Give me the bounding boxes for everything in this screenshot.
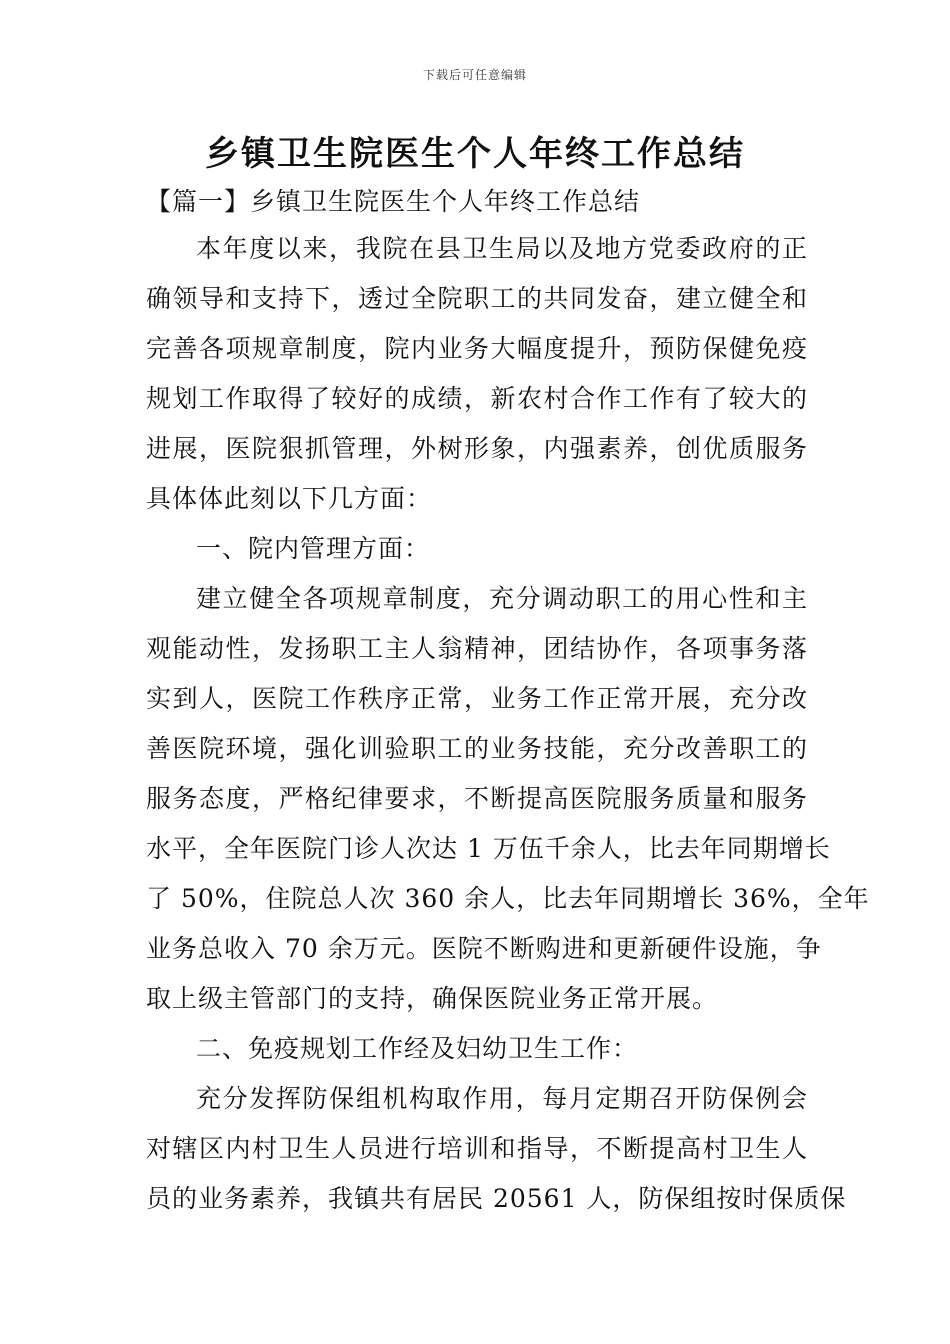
text-line: 取上级主管部门的支持，确保医院业务正常开展。: [146, 984, 719, 1013]
text-line: 规划工作取得了较好的成绩，新农村合作工作有了较大的: [146, 384, 808, 413]
text-line: 实到人，医院工作秩序正常，业务工作正常开展，充分改: [146, 684, 808, 713]
text-line: 完善各项规章制度，院内业务大幅度提升，预防保健免疫: [146, 334, 808, 363]
text-line: 观能动性，发扬职工主人翁精神，团结协作，各项事务落: [146, 634, 808, 663]
text-line: 建立健全各项规章制度，充分调动职工的用心性和主: [196, 584, 808, 613]
text-line: 服务态度，严格纪律要求，不断提高医院服务质量和服务: [146, 784, 808, 813]
text-line: 业务总收入 70 余万元。医院不断购进和更新硬件设施，争: [146, 934, 822, 963]
text-line: 水平，全年医院门诊人次达 1 万伍千余人，比去年同期增长: [146, 834, 831, 863]
body-text: [146, 224, 870, 1224]
text-line: 本年度以来，我院在县卫生局以及地方党委政府的正: [196, 234, 808, 263]
text-line: 进展，医院狠抓管理，外树形象，内强素养，创优质服务: [146, 434, 808, 463]
text-line: 善医院环境，强化训验职工的业务技能，充分改善职工的: [146, 734, 808, 763]
text-line: 对辖区内村卫生人员进行培训和指导，不断提高村卫生人: [146, 1134, 808, 1163]
text-line: 确领导和支持下，透过全院职工的共同发奋，建立健全和: [146, 284, 808, 313]
document-title: 乡镇卫生院医生个人年终工作总结: [205, 134, 745, 174]
text-line: 员的业务素养，我镇共有居民 20561 人，防保组按时保质保: [146, 1184, 847, 1213]
text-line: 二、免疫规划工作经及妇幼卫生工作：: [196, 1034, 639, 1063]
text-line: 具体体此刻以下几方面：: [146, 484, 433, 513]
header-note: 下载后可任意编辑: [422, 68, 527, 82]
text-line: 充分发挥防保组机构取作用，每月定期召开防保例会: [196, 1084, 808, 1113]
text-line: 一、院内管理方面：: [196, 534, 431, 563]
text-line: 了 50%，住院总人次 360 余人，比去年同期增长 36%，全年: [146, 884, 870, 913]
section-subtitle: 【篇一】乡镇卫生院医生个人年终工作总结: [146, 187, 641, 216]
